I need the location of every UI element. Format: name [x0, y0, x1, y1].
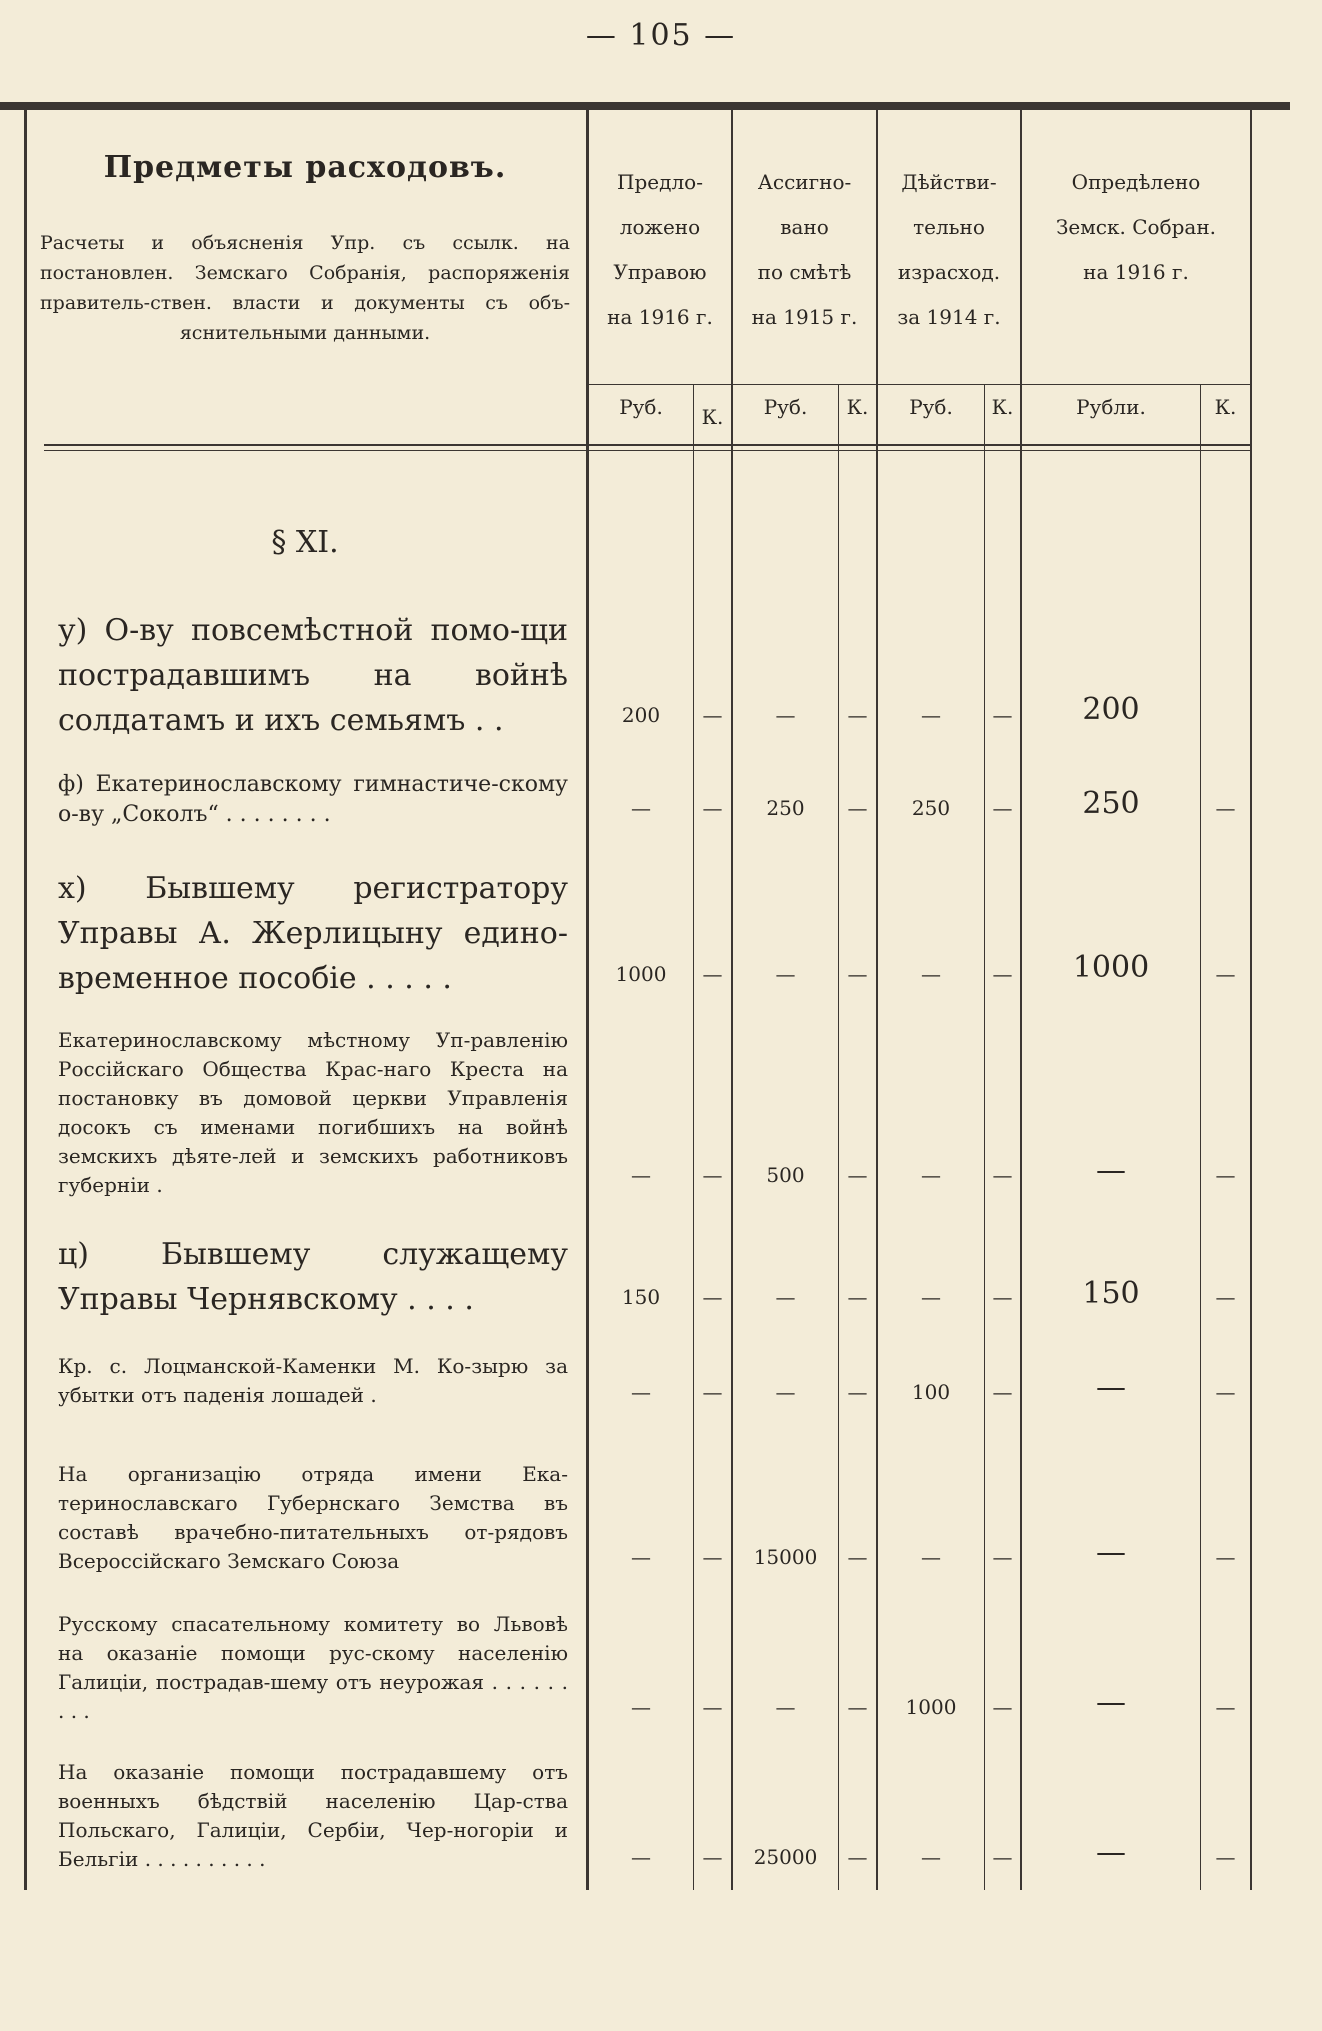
value-proposed: — [631, 796, 651, 820]
value-determined-kop: — [1215, 796, 1236, 820]
value-assigned: — [775, 962, 796, 986]
col-divider-1 [586, 110, 589, 1890]
value-assigned: 500 [766, 1163, 805, 1187]
value-spent: — [921, 1285, 941, 1309]
value-spent-kop: — [992, 1163, 1013, 1187]
value-determined-kop: — [1215, 1163, 1236, 1187]
col-head-determined: Опредѣлено Земск. Собран. на 1916 г. [1055, 170, 1217, 284]
value-assigned: — [775, 703, 796, 727]
value-assigned-kop: — [847, 703, 868, 727]
value-determined: — [1096, 1835, 1126, 1870]
value-assigned-kop: — [847, 962, 868, 986]
value-determined-kop: — [1215, 1380, 1236, 1404]
col-right-border [1250, 110, 1252, 1890]
value-spent-kop: — [992, 962, 1013, 986]
kop-divider-1 [693, 385, 694, 1890]
value-spent: — [921, 703, 941, 727]
col-divider-2 [731, 110, 733, 1890]
value-proposed: — [631, 1845, 651, 1869]
value-proposed: 1000 [615, 962, 667, 986]
kop-divider-3 [984, 385, 985, 1890]
top-rule [0, 102, 1290, 110]
value-spent-kop: — [992, 1380, 1013, 1404]
unit-kop-4: К. [1214, 395, 1237, 419]
item-text: На оказаніе помощи пострадавшему отъ военныхъ бѣдствій населенію Цар-ства Польскаго, Галиціи, Сербіи, Чер-ногоріи и Бельгіи . . . . . . . . . . [58, 1760, 568, 1871]
value-assigned: — [775, 1285, 796, 1309]
value-determined-kop: — [1215, 1695, 1236, 1719]
value-proposed: 150 [621, 1285, 661, 1309]
value-determined: 150 [1082, 1276, 1140, 1311]
value-determined-kop: — [1215, 962, 1236, 986]
value-proposed-kop: — [702, 1695, 723, 1719]
value-assigned: 25000 [753, 1845, 818, 1869]
value-determined-kop: — [1215, 1545, 1236, 1569]
header-description: Расчеты и объясненія Упр. съ ссылк. на постановлен. Земскаго Собранія, распоряженія правитель-ствен. власти и документы съ объ-яснительными данными. [40, 232, 570, 344]
col-head-spent: Дѣйстви- тельно израсход. за 1914 г. [897, 170, 1001, 329]
value-spent-kop: — [992, 703, 1013, 727]
value-proposed-kop: — [702, 1163, 723, 1187]
unit-kop-1: К. [701, 405, 724, 429]
value-determined-kop: — [1215, 1845, 1236, 1869]
table-left-border [24, 110, 27, 1890]
item-text: Екатеринославскому мѣстному Уп-равленію Россійскаго Общества Крас-наго Креста на постановку въ домовой церкви Управленія досокъ съ именами погибшихъ на войнѣ земскихъ дѣяте-лей и земскихъ работниковъ губерніи . [58, 1028, 568, 1197]
value-assigned: 15000 [753, 1545, 818, 1569]
unit-kop-3: К. [991, 395, 1014, 419]
value-determined-kop: — [1215, 1285, 1236, 1309]
col-head-proposed: Предло- ложено Управою на 1916 г. [607, 170, 713, 329]
value-spent: — [921, 1545, 941, 1569]
value-proposed-kop: — [702, 1845, 723, 1869]
unit-kop-2: К. [846, 395, 869, 419]
value-proposed-kop: — [702, 1545, 723, 1569]
item-text: Кр. с. Лоцманской-Каменки М. Ко-зырю за убытки отъ паденія лошадей . [58, 1354, 568, 1407]
kop-divider-2 [838, 385, 839, 1890]
value-proposed-kop: — [702, 1380, 723, 1404]
kop-divider-4 [1200, 385, 1201, 1890]
value-assigned-kop: — [847, 1285, 868, 1309]
value-assigned: 250 [766, 796, 805, 820]
value-spent-kop: — [992, 1285, 1013, 1309]
value-proposed-kop: — [702, 703, 723, 727]
value-proposed-kop: — [702, 1285, 723, 1309]
value-determined: — [1096, 1153, 1126, 1188]
value-assigned: — [775, 1380, 796, 1404]
value-determined: 1000 [1072, 950, 1150, 985]
value-spent: — [921, 1163, 941, 1187]
item-text: у) О-ву повсемѣстной помо-щи пострадавшимъ на войнѣ солдатамъ и ихъ семьямъ . . [58, 613, 568, 738]
value-proposed-kop: — [702, 962, 723, 986]
value-assigned-kop: — [847, 1380, 868, 1404]
units-top-rule [589, 384, 1250, 385]
item-text: х) Бывшему регистратору Управы А. Жерлицыну едино-временное пособіе . . . . . [58, 871, 568, 996]
item-text: ф) Екатеринославскому гимнастиче-скому о-ву „Соколъ“ . . . . . . . . [58, 772, 568, 827]
unit-rub-2: Руб. [763, 395, 808, 419]
value-determined: 250 [1082, 786, 1140, 821]
header-title: Предметы расходовъ. [103, 150, 507, 185]
item-text: Русскому спасательному комитету во Львовѣ на оказаніе помощи рус-скому населенію Галиціи, пострадав-шему отъ неурожая . . . . . . . . . [58, 1612, 568, 1723]
value-determined: 200 [1082, 692, 1140, 727]
value-spent: 100 [911, 1380, 951, 1404]
unit-rub-3: Руб. [909, 395, 953, 419]
value-spent-kop: — [992, 1545, 1013, 1569]
value-spent: — [921, 1845, 941, 1869]
value-assigned: — [775, 1695, 796, 1719]
value-assigned-kop: — [847, 1845, 868, 1869]
value-proposed: — [631, 1163, 651, 1187]
value-spent: 1000 [905, 1695, 957, 1719]
value-proposed: — [631, 1545, 651, 1569]
col-divider-3 [876, 110, 878, 1890]
unit-rubli: Рубли. [1076, 395, 1146, 419]
value-assigned-kop: — [847, 1545, 868, 1569]
value-spent-kop: — [992, 1695, 1013, 1719]
value-assigned-kop: — [847, 1163, 868, 1187]
item-text: На организацію отряда имени Ека-теринославскаго Губернскаго Земства въ составѣ врачебно-питательныхъ от-рядовъ Всероссійскаго Земскаго Союза [58, 1462, 568, 1573]
col-head-assigned: Ассигно- вано по смѣтѣ на 1915 г. [751, 170, 858, 329]
value-proposed: — [631, 1695, 651, 1719]
value-spent-kop: — [992, 796, 1013, 820]
value-spent: 250 [911, 796, 951, 820]
value-proposed-kop: — [702, 796, 723, 820]
value-proposed: — [631, 1380, 651, 1404]
value-assigned-kop: — [847, 1695, 868, 1719]
header-bottom-rule [44, 444, 1250, 446]
col-divider-4 [1020, 110, 1022, 1890]
value-spent-kop: — [992, 1845, 1013, 1869]
value-determined: — [1096, 1370, 1126, 1405]
page-number: — 105 — [585, 18, 737, 53]
item-text: ц) Бывшему служащему Управы Чернявскому . . . . [58, 1237, 568, 1317]
value-determined: — [1096, 1535, 1126, 1570]
value-spent: — [921, 962, 941, 986]
unit-rub-1: Руб. [619, 395, 663, 419]
value-proposed: 200 [621, 703, 661, 727]
section-title: § XI. [271, 525, 339, 560]
value-determined: — [1096, 1685, 1126, 1720]
header-bottom-rule-2 [44, 450, 1250, 451]
value-assigned-kop: — [847, 796, 868, 820]
